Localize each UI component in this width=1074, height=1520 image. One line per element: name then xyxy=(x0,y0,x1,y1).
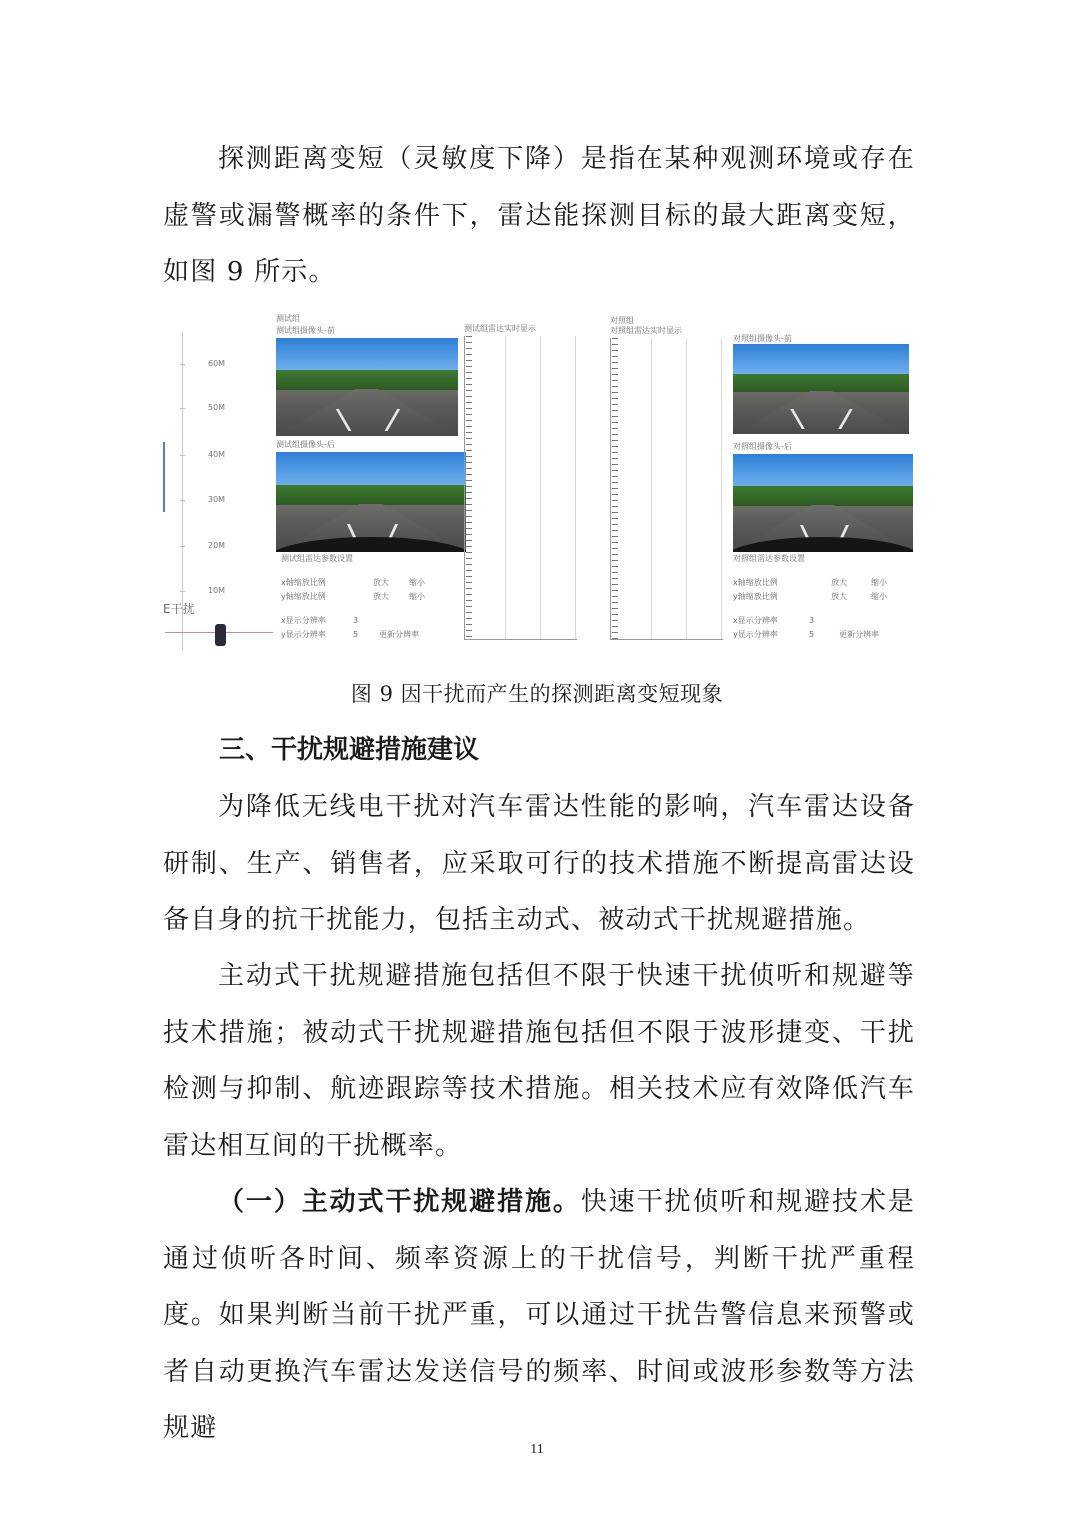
edge-marker xyxy=(163,442,165,512)
test-x-zoom-in: 放大 xyxy=(373,578,389,587)
control-x-res-val: 3 xyxy=(809,616,815,625)
test-cam-front-label: 测试组摄像头-前 xyxy=(276,326,335,335)
interference-label: E干扰 xyxy=(163,602,195,616)
device-icon xyxy=(215,624,226,646)
test-y-res-val: 5 xyxy=(353,630,359,639)
active-mitigation-title: （一）主动式干扰规避措施。 xyxy=(218,1187,581,1217)
test-y-res: y显示分辨率 xyxy=(281,630,326,639)
scale-tick: 30M xyxy=(208,495,226,504)
control-x-zoom-in: 放大 xyxy=(831,578,847,587)
control-x-axis-ratio: x轴缩放比例 xyxy=(733,578,778,587)
scale-tick: 10M xyxy=(208,586,226,595)
test-y-zoom-out: 缩小 xyxy=(409,592,425,601)
control-radar-grid xyxy=(610,338,723,640)
figure-9-radar-test xyxy=(163,302,915,654)
scale-tick: 40M xyxy=(208,450,226,459)
page-number: 11 xyxy=(530,1442,544,1457)
paragraph-active-mitigation xyxy=(163,1174,915,1457)
test-group-label: 测试组 xyxy=(276,314,300,323)
test-cam-rear-photo xyxy=(276,452,466,552)
control-cam-front-label: 对照组摄像头-前 xyxy=(733,334,792,343)
control-cam-front-photo xyxy=(733,344,909,434)
control-cam-rear-label: 对照组摄像头-后 xyxy=(733,442,792,451)
test-cam-front-photo xyxy=(276,338,458,436)
scale-tick: 20M xyxy=(208,541,226,550)
control-cam-rear-photo xyxy=(733,454,913,552)
test-cam-rear-label: 测试组摄像头-后 xyxy=(276,440,335,449)
control-radar-display-label: 对照组雷达实时显示 xyxy=(610,326,682,335)
figure-caption: 图 9 因干扰而产生的探测距离变短现象 xyxy=(350,682,724,706)
test-x-zoom-out: 缩小 xyxy=(409,578,425,587)
control-x-res: x显示分辨率 xyxy=(733,616,778,625)
test-radar-display-label: 测试组雷达实时显示 xyxy=(464,324,536,333)
paragraph-range-definition: 探测距离变短（灵敏度下降）是指在某种观测环境或存在虚警或漏警概率的条件下，雷达能探测目标的最大距离变短，如图 9 所示。 xyxy=(163,144,915,287)
control-y-zoom-out: 缩小 xyxy=(871,592,887,601)
test-radar-grid xyxy=(464,336,577,640)
test-x-res: x显示分辨率 xyxy=(281,616,326,625)
scale-tick: 60M xyxy=(208,359,226,368)
paragraph-mitigation-types: 主动式干扰规避措施包括但不限于快速干扰侦听和规避等技术措施；被动式干扰规避措施包括但不限于波形捷变、干扰检测与抑制、航迹跟踪等技术措施。相关技术应有效降低汽车雷达相互间的干扰概率。 xyxy=(163,961,915,1161)
test-params-title: 测试组雷达参数设置 xyxy=(281,554,353,563)
section-heading: 三、干扰规避措施建议 xyxy=(219,735,480,765)
test-x-axis-ratio: x轴缩放比例 xyxy=(281,578,326,587)
control-y-axis-ratio: y轴缩放比例 xyxy=(733,592,778,601)
control-y-res: y显示分辨率 xyxy=(733,630,778,639)
paragraph-mitigation-intro: 为降低无线电干扰对汽车雷达性能的影响，汽车雷达设备研制、生产、销售者，应采取可行的技术措施不断提高雷达设备自身的抗干扰能力，包括主动式、被动式干扰规避措施。 xyxy=(163,792,915,935)
test-update-res: 更新分辨率 xyxy=(379,630,419,639)
control-y-res-val: 5 xyxy=(809,630,815,639)
test-y-zoom-in: 放大 xyxy=(373,592,389,601)
control-params-title: 对照组雷达参数设置 xyxy=(733,554,805,563)
test-y-axis-ratio: y轴缩放比例 xyxy=(281,592,326,601)
test-x-res-val: 3 xyxy=(353,616,359,625)
scale-tick: 50M xyxy=(208,403,226,412)
control-update-res: 更新分辨率 xyxy=(839,630,879,639)
control-y-zoom-in: 放大 xyxy=(831,592,847,601)
active-mitigation-body: 快速干扰侦听和规避技术是通过侦听各时间、频率资源上的干扰信号，判断干扰严重程度。如果判断当前干扰严重，可以通过干扰告警信息来预警或者自动更换汽车雷达发送信号的频率、时间或波形参数等方法规避 xyxy=(163,1187,915,1443)
control-x-zoom-out: 缩小 xyxy=(871,578,887,587)
control-group-label: 对照组 xyxy=(610,316,634,325)
